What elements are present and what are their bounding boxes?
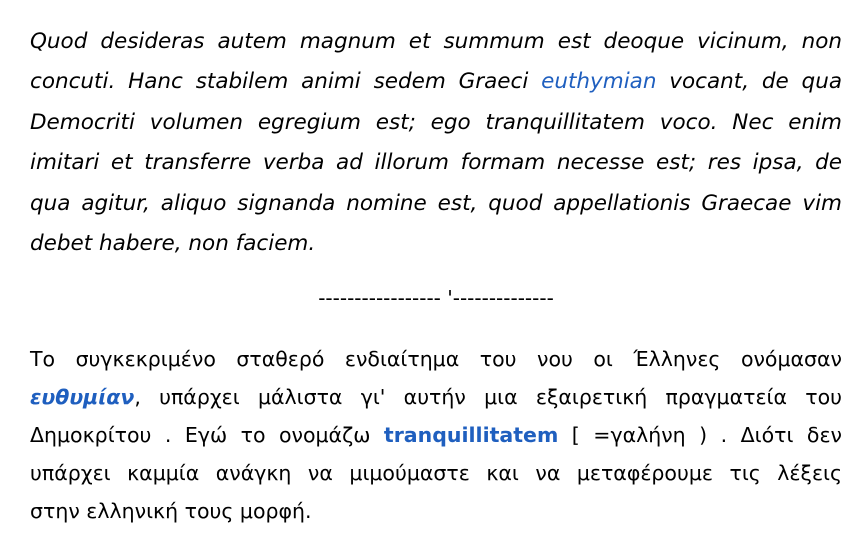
latin-line-1: Quod desideras autem magnum et summum est deoque vicinum, non: [30, 29, 842, 54]
greek-line-3: [30, 416, 842, 454]
latin-line-2: [30, 62, 842, 102]
greek-paragraph: [30, 340, 842, 530]
latin-line-2-start: concuti. Hanc stabilem animi sedem Graeci: [30, 69, 542, 95]
latin-line-3: Democriti volumen egregium est; ego tranquillitatem voco. Nec enim: [30, 109, 842, 135]
term-euthymian-greek: ευθυμίαν: [30, 385, 135, 409]
latin-line-4: imitari et transferre verba ad illorum formam necesse est; res ipsa, de: [30, 150, 842, 176]
greek-line-3-start: Δημοκρίτου . Εγώ το ονομάζω: [30, 423, 384, 447]
greek-line-2: [30, 378, 842, 416]
latin-paragraph: [30, 22, 842, 264]
section-separator: ----------------- '--------------: [318, 286, 554, 310]
term-tranquillitatem: tranquillitatem: [383, 423, 559, 447]
greek-line-5: στην ελληνική τους μορφή.: [30, 499, 312, 523]
latin-line-5: qua agitur, aliquo signanda nomine est, quod appellationis Graecae vim: [30, 190, 842, 216]
greek-line-1: Το συγκεκριμένο σταθερό ενδιαίτημα του νου οι Έλληνες ονόμασαν: [30, 347, 842, 371]
greek-line-2-end: , υπάρχει μάλιστα γι' αυτήν μια εξαιρετική πραγματεία του: [134, 385, 842, 409]
greek-line-4: υπάρχει καμμία ανάγκη να μιμούμαστε και να μεταφέρουμε τις λέξεις: [30, 461, 842, 485]
latin-line-2-end: vocant, de qua: [656, 69, 842, 95]
latin-line-6: debet habere, non faciem.: [30, 231, 316, 257]
greek-line-3-end: [ =γαλήνη ) . Διότι δεν: [558, 423, 842, 447]
term-euthymian-latin: euthymian: [541, 69, 657, 95]
